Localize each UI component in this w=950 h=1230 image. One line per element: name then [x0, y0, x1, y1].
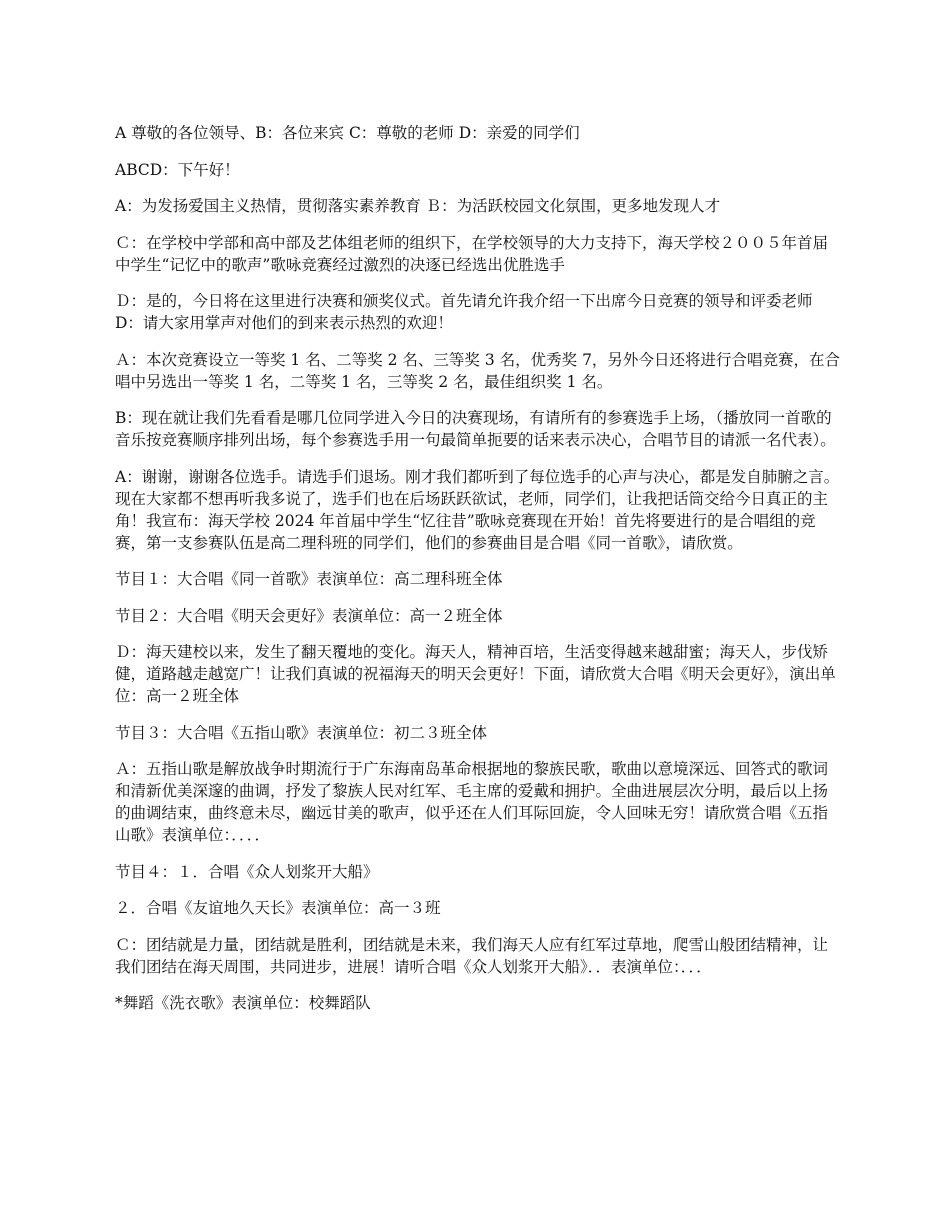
program-3-intro: Ａ：五指山歌是解放战争时期流行于广东海南岛革命根据地的黎族民歌，歌曲以意境深远、回答式的歌词和清新优美深邃的曲调，抒发了黎族人民对红军、毛主席的爱戴和拥护。全曲进展层次分明，最后以上扬的曲调结束，曲终意未尽，幽远甘美的歌声，似乎还在人们耳际回旋，令人回味无穷！请欣赏合唱《五指山歌》表演单位：．．．．	[115, 760, 829, 844]
dance-program: *舞蹈《洗衣歌》表演单位：校舞蹈队	[115, 994, 371, 1012]
program-4-part-2: ２．合唱《友谊地久天长》表演单位：高一３班	[115, 899, 441, 917]
opening-purpose: A：为发扬爱国主义热情，贯彻落实素养教育 Ｂ：为活跃校园文化氛围，更多地发现人才	[115, 197, 721, 215]
program-2-intro: Ｄ：海天建校以来，发生了翻天覆地的变化。海天人，精神百培，生活变得越来越甜蜜；海天人，步伐矫健，道路越走越宽广！让我们真诚的祝福海天的明天会更好！下面，请欣赏大合唱《明天会更好》，演出单位：高一２班全体	[115, 643, 836, 705]
competition-start: A：谢谢，谢谢各位选手。请选手们退场。刚才我们都听到了每位选手的心声与决心，都是发自肺腑之言。现在大家都不想再听我多说了，选手们也在后场跃跃欲试，老师，同学们，让我把话筒交给今日真正的主角！我宣布：海天学校 2024 年首届中学生“忆往昔”歌咏竞赛现在开始！首先将要进行的是合唱组的竞赛，第一支参赛队伍是高二理科班的同学们，他们的参赛曲目是合唱《同一首歌》，请欣赏。	[115, 467, 840, 552]
program-3: 节目３：大合唱《五指山歌》表演单位：初二３班全体	[115, 723, 488, 742]
program-1: 节目１：大合唱《同一首歌》表演单位：高二理科班全体	[115, 570, 503, 588]
program-2: 节目２：大合唱《明天会更好》表演单位：高一２班全体	[115, 606, 503, 625]
opening-background: Ｃ：在学校中学部和高中部及艺体组老师的组织下，在学校领导的大力支持下，海天学校２００５年首届中学生“记忆中的歌声”歌咏竞赛经过激烈的决逐已经选出优胜选手	[115, 233, 829, 274]
judges-introduction: Ｄ：是的，今日将在这里进行决赛和颁奖仪式。首先请允许我介绍一下出席今日竞赛的领导和评委老师 D：请大家用掌声对他们的到来表示热烈的欢迎！	[115, 292, 818, 332]
greeting-line: A 尊敬的各位领导、B：各位来宾 C：尊敬的老师 D：亲爱的同学们	[115, 124, 580, 142]
program-4-intro: Ｃ：团结就是力量，团结就是胜利，团结就是未来，我们海天人应有红军过草地，爬雪山般团结精神，让我们团结在海天周围，共同进步，进展！请听合唱《众人划浆开大船》．．表演单位：．．．	[115, 935, 829, 976]
document-body	[115, 122, 840, 1029]
contestants-entrance: B：现在就让我们先看看是哪几位同学进入今日的决赛现场，有请所有的参赛选手上场，（播放同一首歌的音乐按竞赛顺序排列出场，每个参赛选手用一句最简单扼要的话来表示决心，合唱节目的请派一名代表）。	[115, 409, 836, 449]
greeting-response: ABCD：下午好！	[115, 160, 240, 179]
program-4: 节目４：１．合唱《众人划浆开大船》	[115, 862, 379, 881]
awards-announcement: Ａ：本次竞赛设立一等奖 1 名、二等奖 2 名、三等奖 3 名，优秀奖 7，另外今日还将进行合唱竞赛，在合唱中另选出一等奖 1 名，二等奖 1 名，三等奖 2 名，最佳组织奖 1 名。	[115, 350, 840, 391]
